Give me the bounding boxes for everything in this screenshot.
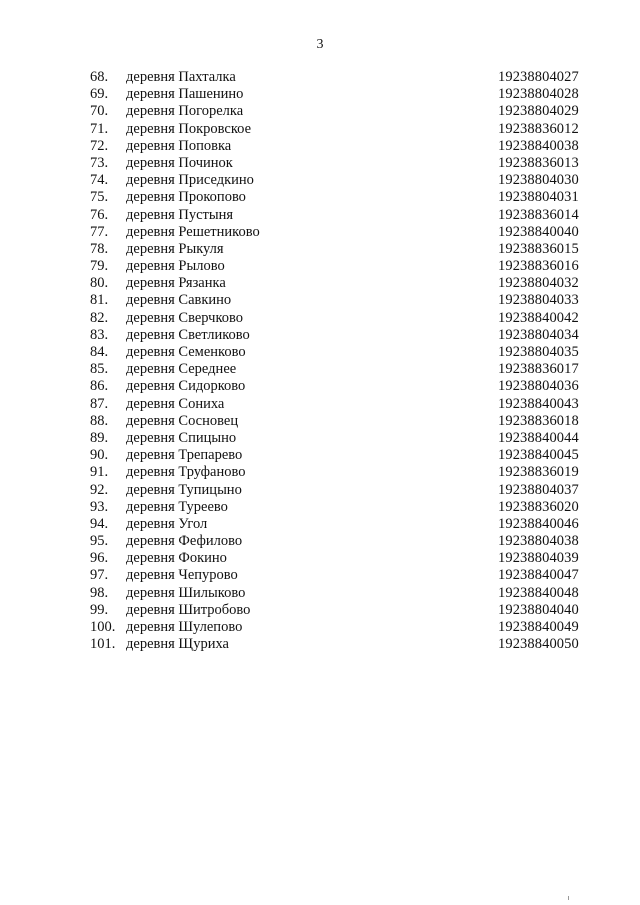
oktmo-code: 19238836012 — [498, 120, 579, 137]
oktmo-code: 19238836014 — [498, 206, 579, 223]
oktmo-code: 19238840050 — [498, 636, 579, 653]
oktmo-code: 19238804035 — [498, 344, 579, 360]
settlement-name: деревня Фефилово — [126, 533, 243, 550]
settlement-name: деревня Сверчково — [126, 309, 244, 326]
list-item — [0, 430, 640, 447]
oktmo-code: 19238836019 — [498, 464, 579, 481]
oktmo-code: 19238836016 — [498, 258, 579, 275]
item-number: 79. — [90, 258, 109, 275]
oktmo-code: 19238804030 — [498, 172, 579, 189]
item-number: 76. — [90, 206, 109, 223]
settlement-name: деревня Приседкино — [126, 172, 254, 189]
oktmo-code: 19238804027 — [498, 69, 579, 85]
item-number: 71. — [90, 120, 109, 137]
oktmo-code: 19238804038 — [498, 533, 579, 550]
settlement-name: деревня Сидорково — [126, 378, 246, 395]
oktmo-code: 19238836020 — [498, 498, 579, 515]
oktmo-code: 19238804039 — [498, 550, 579, 567]
list-item — [0, 155, 640, 172]
item-number: 98. — [90, 584, 109, 601]
settlement-name: деревня Трепарево — [126, 447, 243, 464]
list-item — [0, 344, 640, 361]
settlement-name: деревня Рязанка — [126, 275, 226, 292]
settlement-name: деревня Угол — [126, 515, 208, 532]
list-item — [0, 361, 640, 378]
settlement-name: деревня Починок — [126, 154, 233, 171]
oktmo-code: 19238836015 — [498, 240, 579, 257]
list-item — [0, 258, 640, 275]
oktmo-code: 19238840048 — [498, 584, 579, 601]
settlement-name: деревня Фокино — [126, 550, 227, 567]
item-number: 101. — [90, 636, 116, 653]
list-item — [0, 396, 640, 413]
item-number: 93. — [90, 498, 109, 515]
settlement-name: деревня Погорелка — [126, 103, 244, 120]
list-item — [0, 310, 640, 327]
settlement-name: деревня Чепурово — [126, 567, 238, 584]
list-item — [0, 138, 640, 155]
oktmo-code: 19238840040 — [498, 223, 579, 240]
list-item — [0, 602, 640, 619]
list-item — [0, 241, 640, 258]
item-number: 78. — [90, 240, 109, 257]
oktmo-code: 19238840044 — [498, 429, 579, 446]
item-number: 81. — [90, 292, 109, 309]
item-number: 84. — [90, 344, 109, 360]
list-item — [0, 69, 640, 86]
list-item — [0, 121, 640, 138]
settlement-name: деревня Прокопово — [126, 189, 246, 206]
oktmo-code: 19238804028 — [498, 86, 579, 103]
list-item — [0, 327, 640, 344]
list-item — [0, 207, 640, 224]
list-item — [0, 224, 640, 241]
item-number: 77. — [90, 223, 109, 240]
item-number: 68. — [90, 69, 109, 85]
list-item — [0, 86, 640, 103]
oktmo-code: 19238804029 — [498, 103, 579, 120]
list-item — [0, 482, 640, 499]
settlement-name: деревня Рылово — [126, 258, 225, 275]
list-item — [0, 447, 640, 464]
oktmo-code: 19238840042 — [498, 309, 579, 326]
item-number: 90. — [90, 447, 109, 464]
item-number: 83. — [90, 326, 109, 343]
settlement-name: деревня Тупицыно — [126, 481, 242, 498]
settlement-name: деревня Сониха — [126, 395, 225, 412]
oktmo-code: 19238840038 — [498, 137, 579, 154]
settlement-name: деревня Туреево — [126, 498, 228, 515]
list-item — [0, 464, 640, 481]
settlement-name: деревня Шилыково — [126, 584, 246, 601]
item-number: 73. — [90, 154, 109, 171]
oktmo-code: 19238804037 — [498, 481, 579, 498]
list-item — [0, 103, 640, 120]
oktmo-code: 19238840049 — [498, 619, 579, 635]
list-item — [0, 275, 640, 292]
item-number: 70. — [90, 103, 109, 120]
list-item — [0, 585, 640, 602]
item-number: 75. — [90, 189, 109, 206]
item-number: 86. — [90, 378, 109, 395]
list-item — [0, 189, 640, 206]
item-number: 94. — [90, 515, 109, 532]
oktmo-code: 19238804032 — [498, 275, 579, 292]
item-number: 96. — [90, 550, 109, 567]
settlement-name: деревня Середнее — [126, 361, 237, 378]
settlement-name: деревня Покровское — [126, 120, 252, 137]
list-item — [0, 499, 640, 516]
scan-speck — [568, 896, 569, 900]
item-number: 74. — [90, 172, 109, 189]
list-item — [0, 413, 640, 430]
oktmo-code: 19238836013 — [498, 154, 579, 171]
oktmo-code: 19238840046 — [498, 515, 579, 532]
settlement-list — [0, 69, 640, 653]
settlement-name: деревня Шулепово — [126, 619, 243, 635]
settlement-name: деревня Решетниково — [126, 223, 260, 240]
list-item — [0, 378, 640, 395]
settlement-name: деревня Пашенино — [126, 86, 244, 103]
oktmo-code: 19238836018 — [498, 412, 579, 429]
item-number: 87. — [90, 395, 109, 412]
item-number: 69. — [90, 86, 109, 103]
oktmo-code: 19238804040 — [498, 601, 579, 618]
item-number: 99. — [90, 601, 109, 618]
oktmo-code: 19238804036 — [498, 378, 579, 395]
settlement-name: деревня Пустыня — [126, 206, 234, 223]
item-number: 85. — [90, 361, 109, 378]
settlement-name: деревня Шитробово — [126, 601, 251, 618]
settlement-name: деревня Пахталка — [126, 69, 236, 85]
oktmo-code: 19238804034 — [498, 326, 579, 343]
oktmo-code: 19238836017 — [498, 361, 579, 378]
list-item — [0, 292, 640, 309]
oktmo-code: 19238804031 — [498, 189, 579, 206]
settlement-name: деревня Светликово — [126, 326, 250, 343]
settlement-name: деревня Савкино — [126, 292, 232, 309]
list-item — [0, 516, 640, 533]
oktmo-code: 19238840047 — [498, 567, 579, 584]
settlement-name: деревня Щуриха — [126, 636, 229, 653]
item-number: 82. — [90, 309, 109, 326]
page-number: 3 — [316, 37, 324, 52]
list-item — [0, 636, 640, 653]
item-number: 72. — [90, 137, 109, 154]
oktmo-code: 19238840043 — [498, 395, 579, 412]
oktmo-code: 19238840045 — [498, 447, 579, 464]
item-number: 95. — [90, 533, 109, 550]
settlement-name: деревня Сосновец — [126, 412, 239, 429]
oktmo-code: 19238804033 — [498, 292, 579, 309]
list-item — [0, 533, 640, 550]
item-number: 97. — [90, 567, 109, 584]
item-number: 91. — [90, 464, 109, 481]
list-item — [0, 550, 640, 567]
settlement-name: деревня Семенково — [126, 344, 246, 360]
list-item — [0, 172, 640, 189]
item-number: 89. — [90, 429, 109, 446]
item-number: 80. — [90, 275, 109, 292]
settlement-name: деревня Поповка — [126, 137, 232, 154]
settlement-name: деревня Спицыно — [126, 429, 237, 446]
list-item — [0, 619, 640, 636]
item-number: 88. — [90, 412, 109, 429]
settlement-name: деревня Рыкуля — [126, 240, 224, 257]
item-number: 92. — [90, 481, 109, 498]
item-number: 100. — [90, 619, 116, 635]
settlement-name: деревня Труфаново — [126, 464, 246, 481]
list-item — [0, 567, 640, 584]
